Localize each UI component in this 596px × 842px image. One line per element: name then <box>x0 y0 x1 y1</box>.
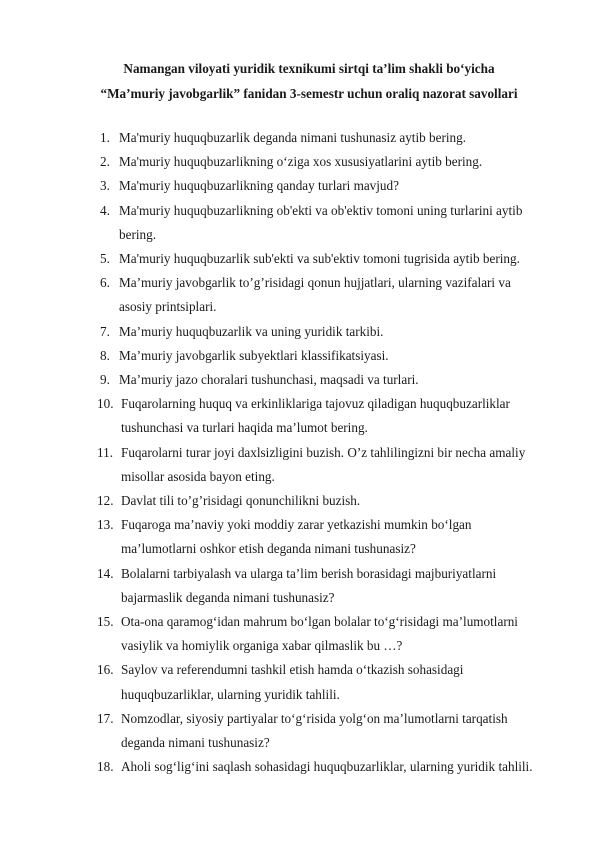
question-number: 7. <box>100 323 110 339</box>
question-number: 16. <box>97 662 114 678</box>
question-text: ma’lumotlarni oshkor etish deganda nimani tushunasiz? <box>121 541 416 557</box>
question-number: 1. <box>100 130 110 145</box>
question-number: 6. <box>100 275 110 291</box>
question-text: Ma'muriy huquqbuzarlikning qanday turlari mavjud? <box>119 178 399 194</box>
question-number: 14. <box>97 565 114 581</box>
question-number: 2. <box>100 154 110 170</box>
question-text: Nomzodlar, siyosiy partiyalar to‘g‘risida yolg‘on ma’lumotlarni tarqatish <box>121 710 508 726</box>
question-text: Ma’muriy jazo choralari tushunchasi, maqsadi va turlari. <box>119 372 419 387</box>
question-text: tushunchasi va turlari haqida ma’lumot bering. <box>121 420 368 436</box>
question-text: Fuqarolarni turar joyi daxlsizligini buzish. O’z tahlilingizni bir necha amaliy <box>121 444 526 460</box>
question-text: Ma’muriy javobgarlik to’g’risidagi qonun hujjatlari, ularning vazifalari va <box>119 275 511 291</box>
question-number: 10. <box>97 396 114 412</box>
question-text: Bolalarni tarbiyalash va ularga ta’lim berish borasidagi majburiyatlarni <box>121 565 497 581</box>
question-text: Ma’muriy javobgarlik subyektlari klassifikatsiyasi. <box>119 347 389 363</box>
question-text: asosiy printsiplari. <box>119 299 217 315</box>
question-number: 3. <box>100 178 110 194</box>
question-number: 18. <box>97 759 114 775</box>
question-number: 17. <box>97 710 114 726</box>
question-number: 4. <box>100 202 110 218</box>
question-text: bering. <box>119 226 156 242</box>
document-title-line-1: Namangan viloyati yuridik texnikumi sirtqi ta’lim shakli bo‘yicha <box>123 61 495 76</box>
question-number: 8. <box>100 347 110 363</box>
question-text: Aholi sog‘lig‘ini saqlash sohasidagi huquqbuzarliklar, ularning yuridik tahlili. <box>121 759 533 775</box>
question-number: 13. <box>97 517 114 533</box>
question-text: huquqbuzarliklar, ularning yuridik tahlili. <box>121 686 340 702</box>
question-text: Ma'muriy huquqbuzarlikning o‘ziga xos xususiyatlarini aytib bering. <box>119 154 483 170</box>
question-number: 11. <box>97 444 113 460</box>
question-number: 5. <box>100 251 110 266</box>
question-text: bajarmaslik deganda nimani tushunasiz? <box>121 589 335 605</box>
question-text: Ma'muriy huquqbuzarlik sub'ekti va sub'ektiv tomoni tugrisida aytib bering. <box>119 251 520 266</box>
question-text: Ma’muriy huquqbuzarlik va uning yuridik tarkibi. <box>119 323 384 339</box>
question-text: Fuqarolarning huquq va erkinliklariga tajovuz qiladigan huquqbuzarliklar <box>121 396 510 412</box>
question-text: Ota-ona qaramog‘idan mahrum bo‘lgan bolalar to‘g‘risidagi ma’lumotlarni <box>121 614 518 629</box>
question-text: Ma'muriy huquqbuzarlikning ob'ekti va ob'ektiv tomoni uning turlarini aytib <box>119 202 523 218</box>
question-number: 15. <box>97 614 114 629</box>
question-text: Saylov va referendumni tashkil etish hamda o‘tkazish sohasidagi <box>121 662 464 678</box>
question-text: Ma'muriy huquqbuzarlik deganda nimani tushunasiz aytib bering. <box>119 130 467 145</box>
document-title-line-2: “Ma’muriy javobgarlik” fanidan 3-semestr uchun oraliq nazorat savollari <box>100 86 518 101</box>
question-text: vasiylik va homiylik organiga xabar qilmaslik bu …? <box>121 638 403 654</box>
question-text: deganda nimani tushunasiz? <box>121 735 270 750</box>
question-text: Davlat tili to’g’risidagi qonunchilikni buzish. <box>121 493 361 508</box>
question-text: Fuqaroga ma’naviy yoki moddiy zarar yetkazishi mumkin bo‘lgan <box>121 517 472 533</box>
question-text: misollar asosida bayon eting. <box>121 468 275 484</box>
question-number: 12. <box>97 493 114 508</box>
question-number: 9. <box>100 372 110 387</box>
